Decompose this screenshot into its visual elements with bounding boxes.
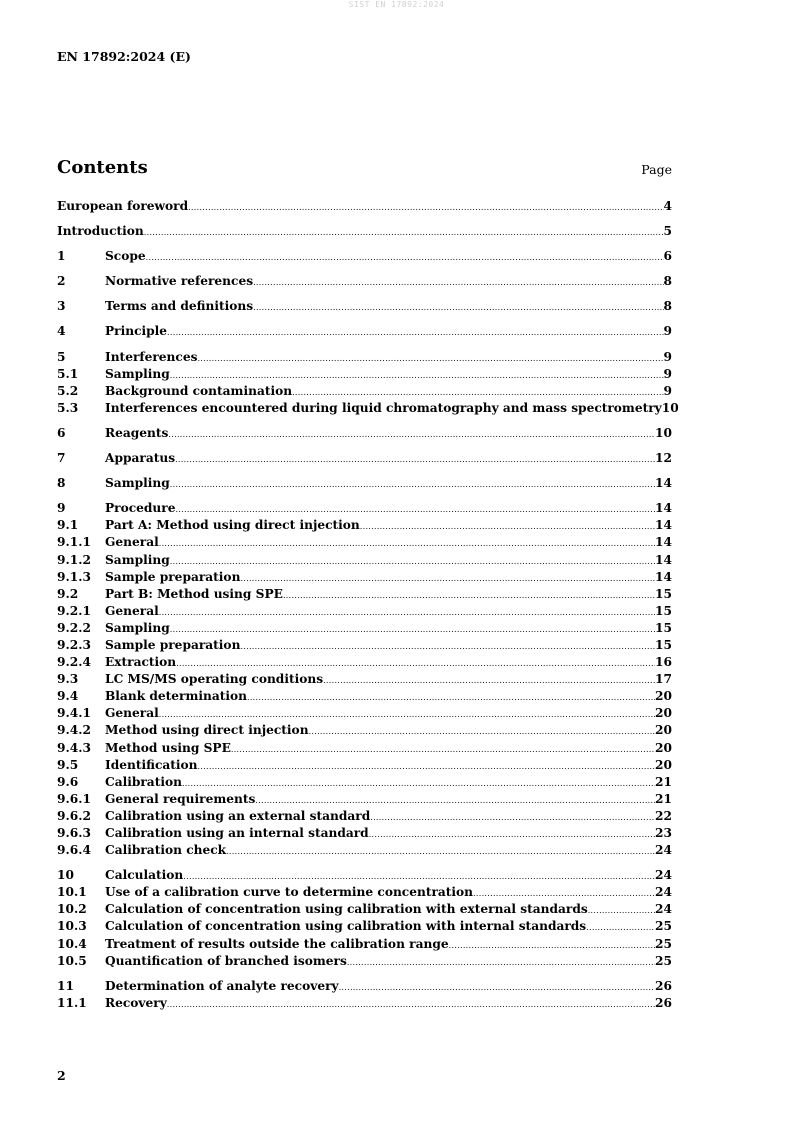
toc-entry-title: Extraction	[105, 655, 177, 670]
toc-entry-page: 20	[655, 723, 672, 738]
toc-entry-title: Sampling	[105, 366, 170, 381]
toc-dot-leader	[159, 539, 655, 548]
toc-entry-title: Calculation of concentration using calibration with internal standards	[105, 919, 587, 934]
toc-entry-title: Sample preparation	[105, 637, 241, 652]
toc-dot-leader	[197, 354, 663, 363]
toc-entry-number: 4	[57, 324, 66, 339]
toc-entry-title: Calibration using an internal standard	[105, 826, 369, 840]
contents-title: Contents	[57, 157, 148, 178]
toc-entry-page: 17	[655, 672, 672, 687]
toc-entry-number: 9.4	[57, 689, 79, 704]
toc-entry-page: 14	[655, 552, 672, 567]
toc-entry[interactable]	[57, 979, 672, 996]
toc-entry-page: 22	[655, 808, 672, 823]
toc-entry-page: 24	[655, 868, 672, 883]
toc-entry[interactable]	[57, 400, 679, 418]
toc-entry-number: 2	[57, 274, 66, 289]
toc-dot-leader	[247, 693, 655, 702]
toc-entry-number: 9.2.1	[57, 603, 91, 618]
toc-entry-page: 14	[655, 476, 672, 491]
toc-entry[interactable]	[57, 426, 672, 443]
toc-entry[interactable]	[57, 741, 672, 758]
toc-entry-page: 23	[655, 826, 672, 840]
toc-entry-number: 9.4.3	[57, 740, 91, 755]
toc-entry-title: General	[105, 535, 159, 550]
toc-entry-number: 10.3	[57, 919, 87, 934]
toc-dot-leader	[369, 830, 655, 839]
toc-entry-page: 20	[655, 757, 672, 772]
toc-entry-page: 25	[655, 919, 672, 934]
toc-entry[interactable]	[57, 451, 672, 468]
toc-entry-page: 14	[655, 535, 672, 550]
toc-entry-title: Sampling	[105, 476, 170, 491]
toc-entry[interactable]	[57, 919, 672, 936]
toc-entry-page: 4	[663, 199, 672, 213]
toc-entry-title: Recovery	[105, 995, 167, 1010]
toc-entry-title: Interferences	[105, 349, 198, 364]
toc-entry[interactable]	[57, 758, 672, 775]
toc-entry-page: 21	[655, 791, 672, 806]
toc-entry-title: Calibration using an external standard	[105, 808, 371, 823]
toc-dot-leader	[586, 923, 655, 932]
toc-entry-title: General	[105, 603, 159, 618]
toc-entry-number: 9.2.4	[57, 655, 91, 670]
toc-entry-page: 9	[663, 366, 672, 381]
toc-entry-number: 9.3	[57, 672, 79, 687]
toc-entry-title: Background contamination	[105, 383, 293, 398]
toc-entry[interactable]	[57, 689, 672, 706]
toc-dot-leader	[170, 480, 655, 489]
toc-entry[interactable]	[57, 518, 672, 535]
toc-dot-leader	[240, 574, 655, 583]
toc-dot-leader	[198, 762, 656, 771]
toc-dot-leader	[170, 371, 664, 380]
toc-dot-leader	[176, 659, 655, 668]
toc-dot-leader	[168, 430, 655, 439]
toc-entry-page: 9	[663, 324, 672, 339]
toc-entry-title: Method using SPE	[105, 740, 231, 755]
toc-entry-page: 20	[655, 689, 672, 704]
toc-entry-title: Reagents	[105, 425, 169, 440]
toc-entry-title: Blank determination	[105, 689, 247, 704]
toc-dot-leader	[292, 388, 663, 397]
toc-dot-leader	[253, 303, 663, 312]
toc-entry[interactable]	[57, 476, 672, 493]
toc-entry-number: 5	[57, 349, 66, 364]
toc-entry[interactable]	[57, 501, 672, 518]
toc-entry-page: 8	[663, 299, 672, 314]
toc-entry-number: 9.6.1	[57, 791, 91, 806]
toc-entry-page: 21	[655, 774, 672, 789]
toc-entry[interactable]	[57, 826, 672, 843]
toc-entry-title: Interferences encountered during liquid chromatography and mass spectrometry	[105, 400, 662, 415]
toc-dot-leader	[144, 228, 664, 237]
toc-entry-title: Scope	[105, 249, 146, 264]
page-number: 2	[57, 1068, 66, 1083]
toc-entry-page: 9	[663, 349, 672, 364]
toc-entry[interactable]	[57, 885, 672, 902]
toc-entry-page: 15	[655, 603, 672, 618]
toc-entry-page: 6	[663, 249, 672, 264]
toc-dot-leader	[146, 253, 664, 262]
toc-dot-leader	[159, 608, 655, 617]
toc-entry-page: 14	[655, 569, 672, 584]
toc-entry-page: 24	[655, 902, 672, 917]
toc-entry-page: 24	[655, 843, 672, 858]
toc-entry-page: 24	[655, 885, 672, 900]
toc-dot-leader	[370, 813, 655, 822]
toc-entry-title: LC MS/MS operating conditions	[105, 672, 324, 687]
toc-entry[interactable]	[57, 792, 672, 809]
toc-entry-number: 9.4.2	[57, 723, 91, 738]
toc-entry-number: 9.1.1	[57, 535, 91, 550]
toc-entry[interactable]	[57, 199, 672, 216]
toc-entry-number: 10	[57, 868, 74, 883]
toc-entry-number: 10.4	[57, 936, 87, 951]
toc-entry-title: General requirements	[105, 791, 256, 806]
toc-dot-leader	[309, 727, 655, 736]
toc-entry[interactable]	[57, 367, 672, 384]
toc-entry[interactable]	[57, 350, 672, 367]
toc-entry-number: 9.2	[57, 586, 79, 601]
toc-dot-leader	[588, 906, 655, 915]
table-of-contents	[57, 199, 679, 1013]
toc-entry-number: 7	[57, 451, 66, 466]
toc-dot-leader	[473, 889, 655, 898]
toc-entry[interactable]	[57, 535, 672, 552]
toc-entry-page: 16	[655, 655, 672, 670]
toc-entry-title: Determination of analyte recovery	[105, 978, 339, 993]
toc-entry-title: Part A: Method using direct injection	[105, 518, 360, 533]
toc-entry-number: 9.1.2	[57, 552, 91, 567]
toc-entry-number: 9.1.3	[57, 569, 91, 584]
toc-entry-page: 20	[655, 740, 672, 755]
toc-entry[interactable]	[57, 570, 672, 587]
toc-dot-leader	[175, 505, 655, 514]
toc-entry-page: 15	[655, 620, 672, 635]
toc-entry-number: 9.6.2	[57, 808, 91, 823]
toc-entry-number: 9.6	[57, 774, 79, 789]
toc-entry-number: 1	[57, 249, 66, 264]
toc-entry[interactable]	[57, 249, 672, 266]
toc-entry-page: 26	[655, 978, 672, 993]
toc-entry-title: General	[105, 706, 159, 721]
toc-dot-leader	[188, 203, 663, 212]
toc-entry-number: 9.2.2	[57, 620, 91, 635]
toc-entry[interactable]	[57, 723, 672, 740]
toc-entry[interactable]	[57, 937, 672, 954]
toc-entry-page: 20	[655, 706, 672, 721]
toc-entry-number: 5.2	[57, 383, 79, 398]
toc-entry-number: 10.2	[57, 902, 87, 917]
toc-entry-title: Apparatus	[105, 451, 176, 466]
toc-entry-page: 9	[663, 383, 672, 398]
toc-entry-page: 14	[655, 518, 672, 533]
toc-dot-leader	[323, 676, 655, 685]
toc-entry-number: 10.5	[57, 953, 87, 968]
toc-dot-leader	[175, 455, 655, 464]
toc-entry-page: 26	[655, 995, 672, 1010]
toc-entry[interactable]	[57, 587, 672, 604]
toc-entry-title: Sample preparation	[105, 569, 241, 584]
toc-entry-number: 11	[57, 978, 74, 993]
toc-entry-title: Terms and definitions	[105, 299, 254, 314]
toc-entry[interactable]	[57, 324, 672, 341]
toc-entry-page: 14	[655, 501, 672, 516]
toc-entry-number: 5.1	[57, 366, 79, 381]
toc-entry-page: 10	[655, 425, 672, 440]
toc-entry[interactable]	[57, 638, 672, 655]
toc-entry[interactable]	[57, 775, 672, 792]
toc-entry-number: 11.1	[57, 995, 87, 1010]
toc-dot-leader	[183, 872, 655, 881]
toc-entry-title: Sampling	[105, 552, 170, 567]
toc-entry-title: Principle	[105, 324, 168, 339]
toc-entry[interactable]	[57, 384, 672, 401]
toc-entry[interactable]	[57, 621, 672, 638]
toc-entry[interactable]	[57, 902, 672, 919]
toc-entry-number: 6	[57, 425, 66, 440]
toc-entry-title: Quantification of branched isomers	[105, 953, 347, 968]
toc-entry-page: 5	[663, 224, 672, 239]
toc-entry-page: 10	[661, 400, 679, 415]
toc-entry[interactable]	[57, 299, 672, 316]
toc-entry-number: 9.6.4	[57, 843, 91, 858]
toc-dot-leader	[167, 1000, 655, 1009]
toc-dot-leader	[339, 983, 655, 992]
toc-entry[interactable]	[57, 868, 672, 885]
toc-entry[interactable]	[57, 655, 672, 672]
toc-dot-leader	[231, 745, 655, 754]
toc-entry-number: 9	[57, 501, 66, 516]
toc-entry-page: 25	[655, 936, 672, 951]
toc-dot-leader	[360, 522, 655, 531]
toc-entry[interactable]	[57, 843, 672, 860]
toc-entry-number: 9.6.3	[57, 826, 91, 840]
page-column-label: Page	[641, 162, 672, 177]
toc-entry-title: Sampling	[105, 620, 170, 635]
toc-entry-title: Introduction	[57, 224, 144, 239]
document-id: EN 17892:2024 (E)	[57, 49, 191, 64]
toc-entry-title: Calculation	[105, 868, 184, 883]
toc-entry[interactable]	[57, 706, 672, 723]
toc-entry-title: European foreword	[57, 199, 189, 213]
toc-dot-leader	[283, 591, 655, 600]
toc-entry-title: Part B: Method using SPE	[105, 586, 283, 601]
toc-entry-number: 10.1	[57, 885, 87, 900]
toc-entry-page: 25	[655, 953, 672, 968]
toc-entry-page: 8	[663, 274, 672, 289]
toc-entry[interactable]	[57, 224, 672, 241]
toc-entry[interactable]	[57, 672, 672, 689]
toc-entry-title: Treatment of results outside the calibration range	[105, 936, 449, 951]
toc-entry-title: Normative references	[105, 274, 254, 289]
toc-dot-leader	[347, 958, 655, 967]
toc-entry-number: 8	[57, 476, 66, 491]
toc-dot-leader	[255, 796, 655, 805]
toc-dot-leader	[449, 941, 655, 950]
toc-entry-number: 9.1	[57, 518, 79, 533]
toc-entry-number: 9.4.1	[57, 706, 91, 721]
toc-entry-title: Use of a calibration curve to determine concentration	[105, 885, 474, 900]
toc-dot-leader	[240, 642, 655, 651]
toc-entry[interactable]	[57, 809, 672, 826]
toc-entry[interactable]	[57, 604, 672, 621]
toc-entry-number: 3	[57, 299, 66, 314]
toc-entry[interactable]	[57, 274, 672, 291]
toc-entry-title: Calibration	[105, 774, 182, 789]
watermark: SIST EN 17892:2024	[348, 0, 445, 9]
toc-entry[interactable]	[57, 996, 672, 1013]
toc-dot-leader	[182, 779, 655, 788]
toc-entry-title: Procedure	[105, 501, 176, 516]
toc-entry-title: Identification	[105, 757, 198, 772]
toc-dot-leader	[167, 328, 663, 337]
toc-dot-leader	[170, 625, 655, 634]
toc-entry-page: 15	[655, 586, 672, 601]
toc-entry-title: Calculation of concentration using calibration with external standards	[105, 902, 588, 917]
toc-entry-page: 15	[655, 637, 672, 652]
toc-dot-leader	[253, 278, 663, 287]
toc-entry-title: Calibration check	[105, 843, 227, 858]
toc-dot-leader	[226, 847, 655, 856]
toc-dot-leader	[170, 557, 655, 566]
toc-entry-number: 5.3	[57, 400, 79, 415]
toc-entry-page: 12	[655, 451, 672, 466]
toc-entry-title: Method using direct injection	[105, 723, 309, 738]
toc-entry-number: 9.2.3	[57, 637, 91, 652]
toc-entry[interactable]	[57, 553, 672, 570]
toc-entry-number: 9.5	[57, 757, 79, 772]
toc-entry[interactable]	[57, 954, 672, 971]
toc-dot-leader	[159, 710, 655, 719]
